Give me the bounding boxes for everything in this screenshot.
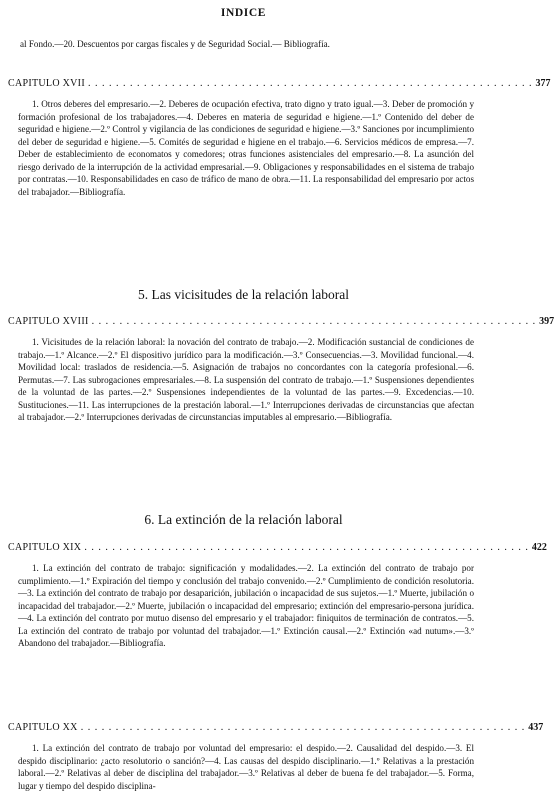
chapter-title: CAPITULO XX (8, 722, 78, 733)
chapter-contents-paragraph: 1. La extinción del contrato de trabajo: significación y modalidades.—2. La extinción del contrato de trabajo por cumplimiento.—1.º Expiración del tiempo y conclusión del trabajo convenido.—2.º Cumplimiento de condición resolutoria.—3. La extinción del contrato de trabajo por desaparición, jubilación o incapacidad de sus sujetos.—1.º Muerte, jubilación o incapacidad del trabajador.—2.º Muerte, jubilación o incapacidad del empresario; extinción del empresario-persona jurídica.—4. La extinción del contrato por mutuo disenso del empresario y el trabajador: finiquitos de terminación de contratos.—5. La extinción del contrato de trabajo por voluntad del trabajador.—1.º Extinción causal.—2.º Extinción «ad nutum».—3.º Abandono del trabajador.—Bibliografía. (18, 563, 474, 648)
dot-leader: . . . . . . . . . . . . . . . . . . . . . . . . . . . . . . . . . . . . . . . . . . . . . . . . . . . . . . . . . . . . . . . . (87, 78, 533, 89)
section-6-title: 6. La extinción de la relación laboral (144, 512, 343, 527)
dot-leader: . . . . . . . . . . . . . . . . . . . . . . . . . . . . . . . . . . . . . . . . . . . . . . . . . . . . . . . . . . . . . . . . (84, 542, 529, 553)
chapter-page-number: 422 (531, 542, 547, 553)
intro-paragraph: al Fondo.—20. Descuentos por cargas fiscales y de Seguridad Social.— Bibliografía. (20, 39, 330, 49)
chapter-contents-paragraph: 1. Vicisitudes de la relación laboral: la novación del contrato de trabajo.—2. Modificación sustancial de condiciones de trabajo.—1.º Alcance.—2.º El dispositivo jurídico para la modificación.—3.º Consecuencias.—3. Movilidad funcional.—4. Movilidad local: traslados de residencia.—5. Asignación de trabajos no concordantes con la categoría profesional.—6. Permutas.—7. Las subrogaciones empresariales.—8. La suspensión del contrato de trabajo.—1.º Suspensiones dependientes de la voluntad de las partes.—2.º Suspensiones independientes de la voluntad de las partes.—9. Excedencias.—10. Sustituciones.—11. Las interrupciones de la prestación laboral.—1.º Interrupciones derivadas de circunstancias que afectan al trabajador.—2.º Interrupciones derivadas de circunstancias imputables al empresario.—Bibliografía. (18, 337, 474, 422)
chapter-page-number: 377 (535, 78, 551, 89)
chapter-xx-heading (8, 722, 544, 736)
chapter-page-number: 397 (539, 316, 554, 327)
chapter-contents-paragraph: 1. La extinción del contrato de trabajo por voluntad del empresario: el despido.—2. Causalidad del despido.—3. El despido disciplinario: ¿acto resolutorio o sanción?—4. Las causas del despido disciplinario.—1.º Relativas a la prestación laboral.—2.º Relativas al deber de disciplina del trabajador.—3.º Relativas al deber de buena fe del trabajador.—5. Forma, lugar y tiempo del despido disciplina- (18, 743, 474, 791)
chapter-contents-paragraph: 1. Otros deberes del empresario.—2. Deberes de ocupación efectiva, trato digno y trato igual.—3. Deber de promoción y formación profesional de los trabajadores.—4. Deberes en materia de seguridad e higiene.—1.º Contenido del deber de seguridad e higiene.—2.º Control y vigilancia de las condiciones de seguridad e higiene.—3.º Sanciones por incumplimiento del deber de seguridad e higiene.—5. Comités de seguridad e higiene en el trabajo.—6. Servicios médicos de empresa.—7. Deber de establecimiento de economatos y comedores; otras funciones asistenciales del empresario.—8. La asunción del riesgo derivado de la interrupción de la actividad empresarial.—9. Obligaciones y responsabilidades en el sistema de trabajo por contratas.—10. Responsabilidades en caso de tráfico de mano de obra.—11. La responsabilidad del empresario por actos del trabajador.—Bibliografía. (18, 99, 474, 197)
chapter-xix-contents (12, 562, 474, 650)
chapter-title: CAPITULO XVII (8, 78, 85, 89)
section-5-title: 5. Las vicisitudes de la relación laboral (137, 287, 350, 302)
chapter-xviii-contents (12, 336, 474, 424)
chapter-xx-contents (12, 742, 474, 792)
chapter-xvii-heading (8, 78, 551, 92)
chapter-xvii-contents (12, 98, 474, 198)
chapter-title: CAPITULO XIX (8, 542, 82, 553)
dot-leader: . . . . . . . . . . . . . . . . . . . . . . . . . . . . . . . . . . . . . . . . . . . . . . . . . . . . . . . . . . . . . . . . (80, 722, 526, 733)
dot-leader: . . . . . . . . . . . . . . . . . . . . . . . . . . . . . . . . . . . . . . . . . . . . . . . . . . . . . . . . . . . . . . . . (91, 316, 537, 327)
chapter-page-number: 437 (528, 722, 544, 733)
chapter-xix-heading (8, 542, 547, 556)
chapter-xviii-heading (8, 316, 554, 330)
intro-block (12, 38, 474, 51)
running-head: INDICE (220, 7, 267, 19)
chapter-title: CAPITULO XVIII (8, 316, 89, 327)
